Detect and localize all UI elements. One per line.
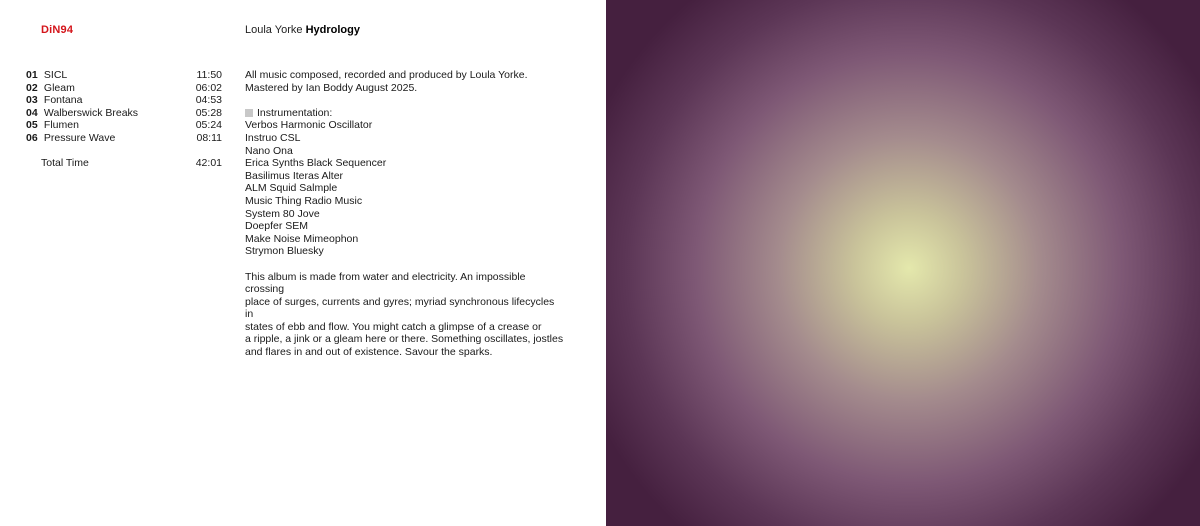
instrument-list bbox=[245, 119, 565, 258]
track-duration: 11:50 bbox=[196, 69, 222, 81]
track-number: 02 bbox=[26, 81, 38, 94]
description-line: place of surges, currents and gyres; myriad synchronous lifecycles in bbox=[245, 295, 555, 321]
album-heading bbox=[245, 24, 360, 36]
tracklist bbox=[26, 69, 222, 170]
instrument-item: Music Thing Radio Music bbox=[245, 194, 363, 207]
track-number: 01 bbox=[26, 69, 38, 81]
instrument-item: Strymon Bluesky bbox=[245, 245, 324, 258]
track-duration: 04:53 bbox=[195, 94, 222, 107]
label-catalog-code: DiN94 bbox=[41, 24, 74, 36]
instrument-item: Verbos Harmonic Oscillator bbox=[245, 119, 373, 132]
spacer bbox=[245, 94, 565, 107]
instrument-item: Instruo CSL bbox=[245, 131, 301, 144]
description-line: and flares in and out of existence. Savour the sparks. bbox=[245, 346, 493, 359]
description-line: This album is made from water and electricity. An impossible crossing bbox=[245, 270, 526, 296]
square-bullet-icon bbox=[245, 109, 253, 117]
track-title: SICL bbox=[43, 69, 68, 81]
track-title: Gleam bbox=[43, 81, 75, 94]
album-description bbox=[245, 271, 565, 359]
description-line: a ripple, a jink or a gleam here or there. Something oscillates, jostles bbox=[245, 333, 564, 346]
instrument-item: Make Noise Mimeophon bbox=[245, 232, 359, 245]
track-number: 03 bbox=[26, 94, 38, 107]
track-duration: 08:11 bbox=[196, 131, 222, 144]
spacer bbox=[245, 258, 565, 271]
total-time-value: 42:01 bbox=[195, 157, 222, 170]
track-row bbox=[26, 107, 222, 120]
track-duration: 05:24 bbox=[195, 119, 222, 132]
credits-line: All music composed, recorded and produced by Loula Yorke. bbox=[245, 69, 528, 81]
album-title: Hydrology bbox=[305, 24, 360, 36]
track-number: 04 bbox=[26, 106, 38, 119]
track-number: 06 bbox=[26, 131, 38, 144]
instrument-item: Erica Synths Black Sequencer bbox=[245, 157, 387, 170]
cover-art-gradient bbox=[606, 0, 1200, 526]
instrumentation-label: Instrumentation: bbox=[257, 106, 333, 119]
description-line: states of ebb and flow. You might catch a glimpse of a crease or bbox=[245, 320, 542, 333]
track-number: 05 bbox=[26, 119, 38, 132]
instrument-item: System 80 Jove bbox=[245, 207, 320, 220]
track-row bbox=[26, 94, 222, 107]
track-title: Pressure Wave bbox=[43, 131, 116, 144]
track-row bbox=[26, 69, 222, 82]
instrumentation-heading bbox=[245, 107, 565, 120]
track-row bbox=[26, 119, 222, 132]
track-row bbox=[26, 132, 222, 145]
total-time-row bbox=[26, 157, 222, 170]
track-title: Fontana bbox=[43, 94, 83, 107]
track-row bbox=[26, 82, 222, 95]
instrument-item: Nano Ona bbox=[245, 144, 293, 157]
credits-block bbox=[245, 69, 565, 359]
track-title: Flumen bbox=[43, 119, 79, 132]
total-time-label: Total Time bbox=[41, 157, 89, 170]
credits-line: Mastered by Ian Boddy August 2025. bbox=[245, 81, 418, 94]
artist-name: Loula Yorke bbox=[245, 24, 303, 36]
instrument-item: Basilimus Iteras Alter bbox=[245, 169, 344, 182]
track-duration: 05:28 bbox=[195, 106, 222, 119]
instrument-item: ALM Squid Salmple bbox=[245, 182, 338, 195]
track-duration: 06:02 bbox=[195, 81, 222, 94]
track-title: Walberswick Breaks bbox=[43, 106, 139, 119]
instrument-item: Doepfer SEM bbox=[245, 220, 309, 233]
